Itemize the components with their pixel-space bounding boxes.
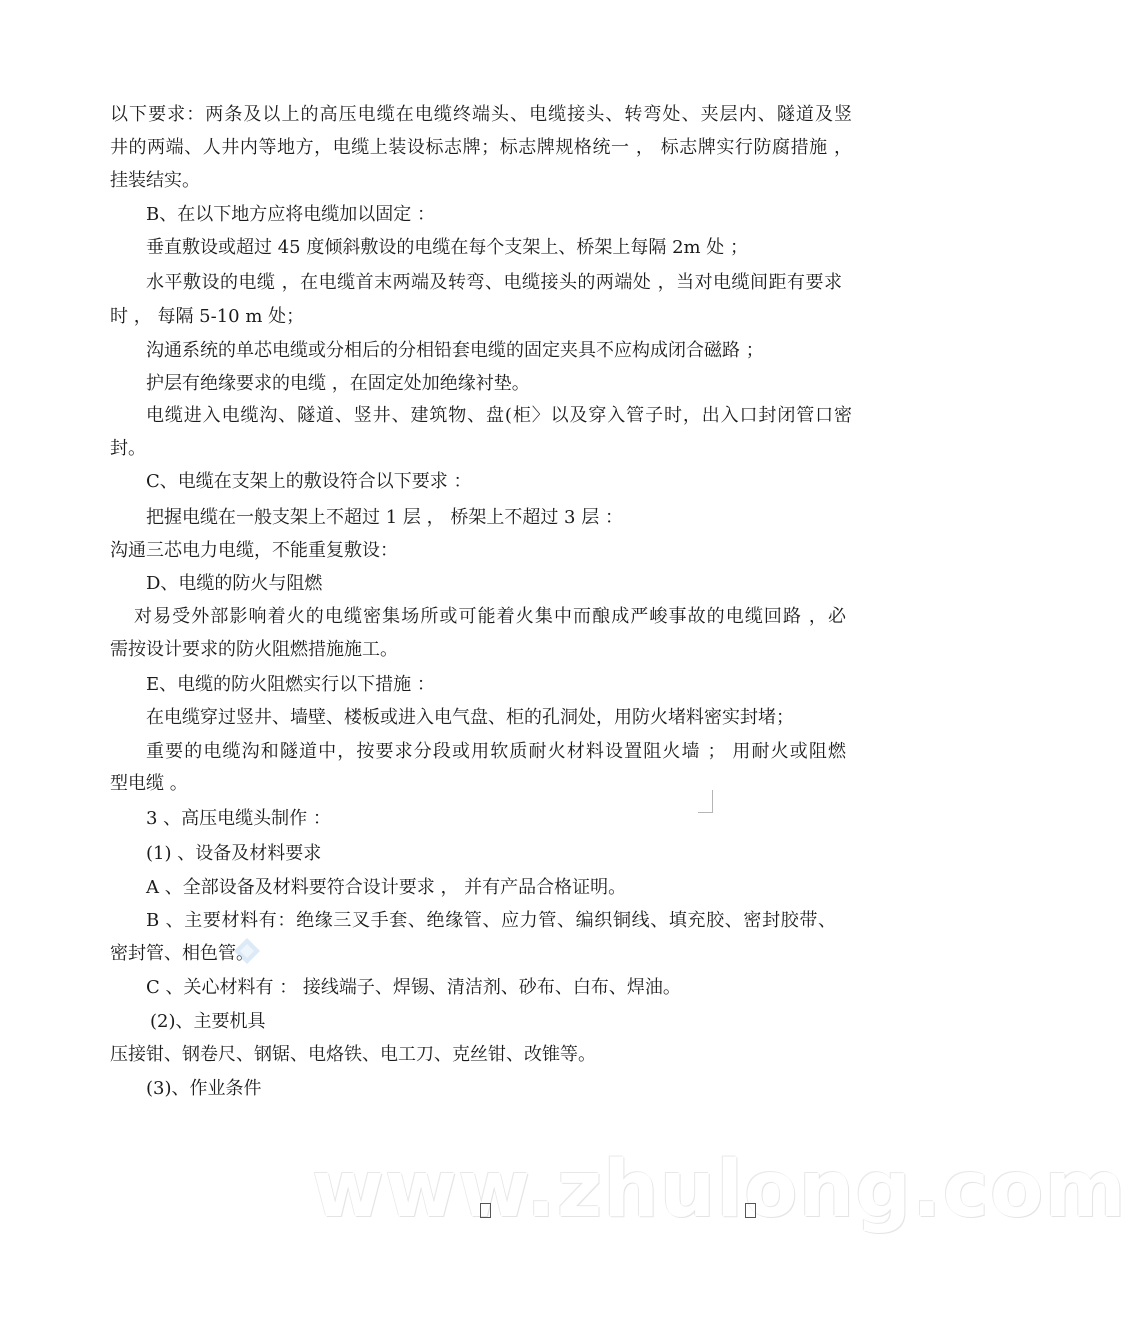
- paragraph-line: 把握电缆在一般支架上不超过 1 层 ， 桥架上不超过 3 层 ：: [146, 507, 623, 528]
- logo-mark-icon: [232, 936, 262, 966]
- paragraph-line: 需按设计要求的防火阻燃措施施工。: [110, 639, 398, 660]
- paragraph-line: 水平敷设的电缆 ，在电缆首末两端及转弯、电缆接头的两端处 ，当对电缆间距有要求: [146, 272, 842, 293]
- paragraph-line: 时 ， 每隔 5-10 m 处；: [110, 306, 305, 327]
- watermark-box-icon: [480, 1203, 491, 1218]
- paragraph-line: A 、全部设备及材料要符合设计要求 ， 并有产品合格证明。: [146, 877, 627, 898]
- paragraph-line: 挂装结实。: [110, 170, 200, 191]
- subsection-heading: (2)、主要机具: [150, 1011, 266, 1032]
- paragraph-line: 沟通系统的单芯电缆或分相后的分相铅套电缆的固定夹具不应构成闭合磁路 ；: [146, 340, 764, 361]
- paragraph-line: 护层有绝缘要求的电缆 ，在固定处加绝缘衬垫。: [146, 373, 530, 394]
- paragraph-line: 密封管、相色管。: [110, 943, 254, 964]
- section-heading: B、在以下地方应将电缆加以固定 ：: [146, 204, 435, 225]
- paragraph-line: 压接钳、钢卷尺、钢锯、电烙铁、电工刀、克丝钳、改锥等。: [110, 1044, 596, 1065]
- paragraph-line: B 、主要材料有：绝缘三叉手套、绝缘管、应力管、编织铜线、填充胶、密封胶带、: [146, 910, 836, 931]
- paragraph-line: 型电缆 。: [110, 773, 188, 794]
- paragraph-line: 对易受外部影响着火的电缆密集场所或可能着火集中而酿成严峻事故的电缆回路 ，必: [134, 606, 846, 627]
- watermark-box-icon: [745, 1203, 756, 1218]
- paragraph-line: 以下要求：两条及以上的高压电缆在电缆终端头、电缆接头、转弯处、夹层内、隧道及竖: [110, 104, 852, 125]
- paragraph-line: 沟通三芯电力电缆，不能重复敷设：: [110, 540, 398, 561]
- crop-mark: [698, 790, 713, 813]
- paragraph-line: C 、关心材料有 ： 接线端子、焊锡、清洁剂、砂布、白布、焊油。: [146, 977, 681, 998]
- paragraph-line: 垂直敷设或超过 45 度倾斜敷设的电缆在每个支架上、桥架上每隔 2m 处 ；: [146, 237, 749, 258]
- subsection-heading: (1) 、设备及材料要求: [146, 843, 322, 864]
- paragraph-line: 在电缆穿过竖井、墙壁、楼板或进入电气盘、柜的孔洞处，用防火堵料密实封堵；: [146, 707, 794, 728]
- paragraph-line: 封。: [110, 438, 146, 459]
- section-heading: E、电缆的防火阻燃实行以下措施 ：: [146, 674, 435, 695]
- paragraph-line: 电缆进入电缆沟、隧道、竖井、建筑物、盘(柜〉以及穿入管子时，出入口封闭管口密: [146, 405, 852, 426]
- paragraph-line: 井的两端、人井内等地方，电缆上装设标志牌；标志牌规格统一 ， 标志牌实行防腐措施 ，: [110, 137, 852, 158]
- paragraph-line: 重要的电缆沟和隧道中，按要求分段或用软质耐火材料设置阻火墙 ； 用耐火或阻燃: [146, 741, 846, 762]
- section-heading: D、电缆的防火与阻燃: [146, 573, 323, 594]
- watermark: www.zhulong.com: [312, 1145, 1127, 1235]
- subsection-heading: (3)、作业条件: [146, 1078, 262, 1099]
- section-heading: C、电缆在支架上的敷设符合以下要求 ：: [146, 471, 472, 492]
- section-heading: 3 、高压电缆头制作 ：: [146, 808, 331, 829]
